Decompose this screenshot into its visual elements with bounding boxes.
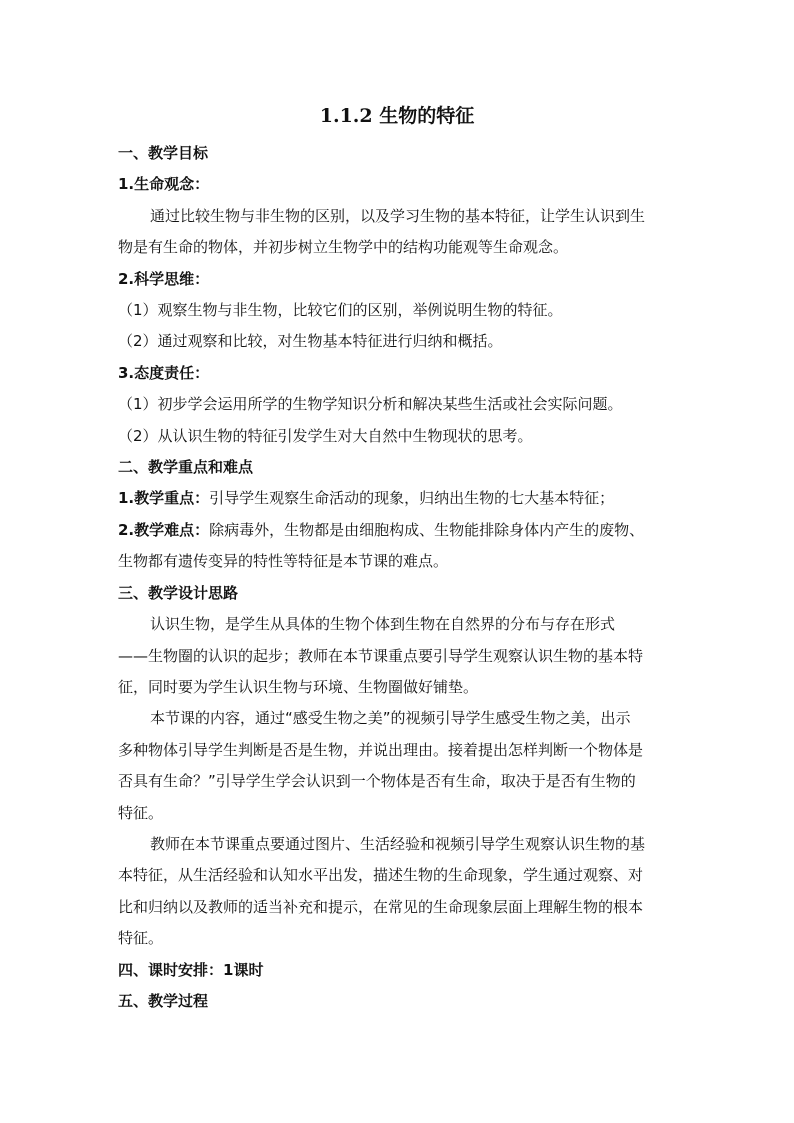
section-heading-objectives: 一、教学目标 [118,144,209,162]
paragraph-line: 物是有生命的物体，并初步树立生物学中的结构功能观等生命观念。 [118,238,569,257]
key-point-line [118,483,684,514]
paragraph-line: 本特征，从生活经验和认知水平出发，描述生物的生命现象，学生通过观察、对 [118,866,644,885]
section-heading-schedule: 四、课时安排：1课时 [118,960,264,979]
difficulty-line [118,515,684,546]
paragraph-line: 否具有生命？”引导学生学会认识到一个物体是否有生命，取决于是否有生物的 [118,772,636,791]
section-heading-key-points: 二、教学重点和难点 [118,458,254,477]
subheading-scientific-thinking: 2.科学思维： [118,269,210,288]
doc-title: 1.1.2 生物的特征 [319,105,475,127]
doc-body [118,138,684,1017]
paragraph-line: 多种物体引导学生判断是否是生物，并说出理由。接着提出怎样判断一个物体是 [118,740,644,759]
subheading-life-concept: 1.生命观念： [118,175,210,194]
paragraph-line: ——生物圈的认识的起步；教师在本节课重点要引导学生观察认识生物的基本特 [118,646,644,665]
paragraph-line: 教师在本节课重点要通过图片、生活经验和视频引导学生观察认识生物的基 [150,834,646,853]
list-item: （1）观察生物与非生物，比较它们的区别，举例说明生物的特征。 [118,301,563,320]
key-point-label: 1.教学重点： [118,489,210,508]
section-heading-process: 五、教学过程 [118,991,209,1010]
paragraph-line: 本节课的内容，通过“感受生物之美”的视频引导学生感受生物之美，出示 [150,709,631,728]
paragraph-line: 认识生物，是学生从具体的生物个体到生物在自然界的分布与存在形式 [150,615,616,634]
key-point-text: 引导学生观察生命活动的现象，归纳出生物的七大基本特征； [209,489,615,508]
paragraph-line: 生物都有遗传变异的特性等特征是本节课的难点。 [118,552,449,571]
section-heading-design: 三、教学设计思路 [118,583,239,602]
list-item: （2）通过观察和比较，对生物基本特征进行归纳和概括。 [118,332,503,351]
difficulty-label: 2.教学难点： [118,520,210,539]
paragraph-line: 特征。 [118,803,164,822]
list-item: （1）初步学会运用所学的生物学知识分析和解决某些生活或社会实际问题。 [118,395,623,414]
list-item: （2）从认识生物的特征引发学生对大自然中生物现状的思考。 [118,426,533,445]
paragraph-line: 征，同时要为学生认识生物与环境、生物圈做好铺垫。 [118,677,479,696]
difficulty-text: 除病毒外，生物都是由细胞构成、生物能排除身体内产生的废物、 [209,520,645,539]
paragraph-line: 特征。 [118,929,164,948]
paragraph-line: 比和归纳以及教师的适当补充和提示，在常见的生命现象层面上理解生物的根本 [118,897,644,916]
paragraph-line: 通过比较生物与非生物的区别，以及学习生物的基本特征，让学生认识到生 [150,206,646,225]
subheading-attitude: 3.态度责任： [118,363,210,382]
